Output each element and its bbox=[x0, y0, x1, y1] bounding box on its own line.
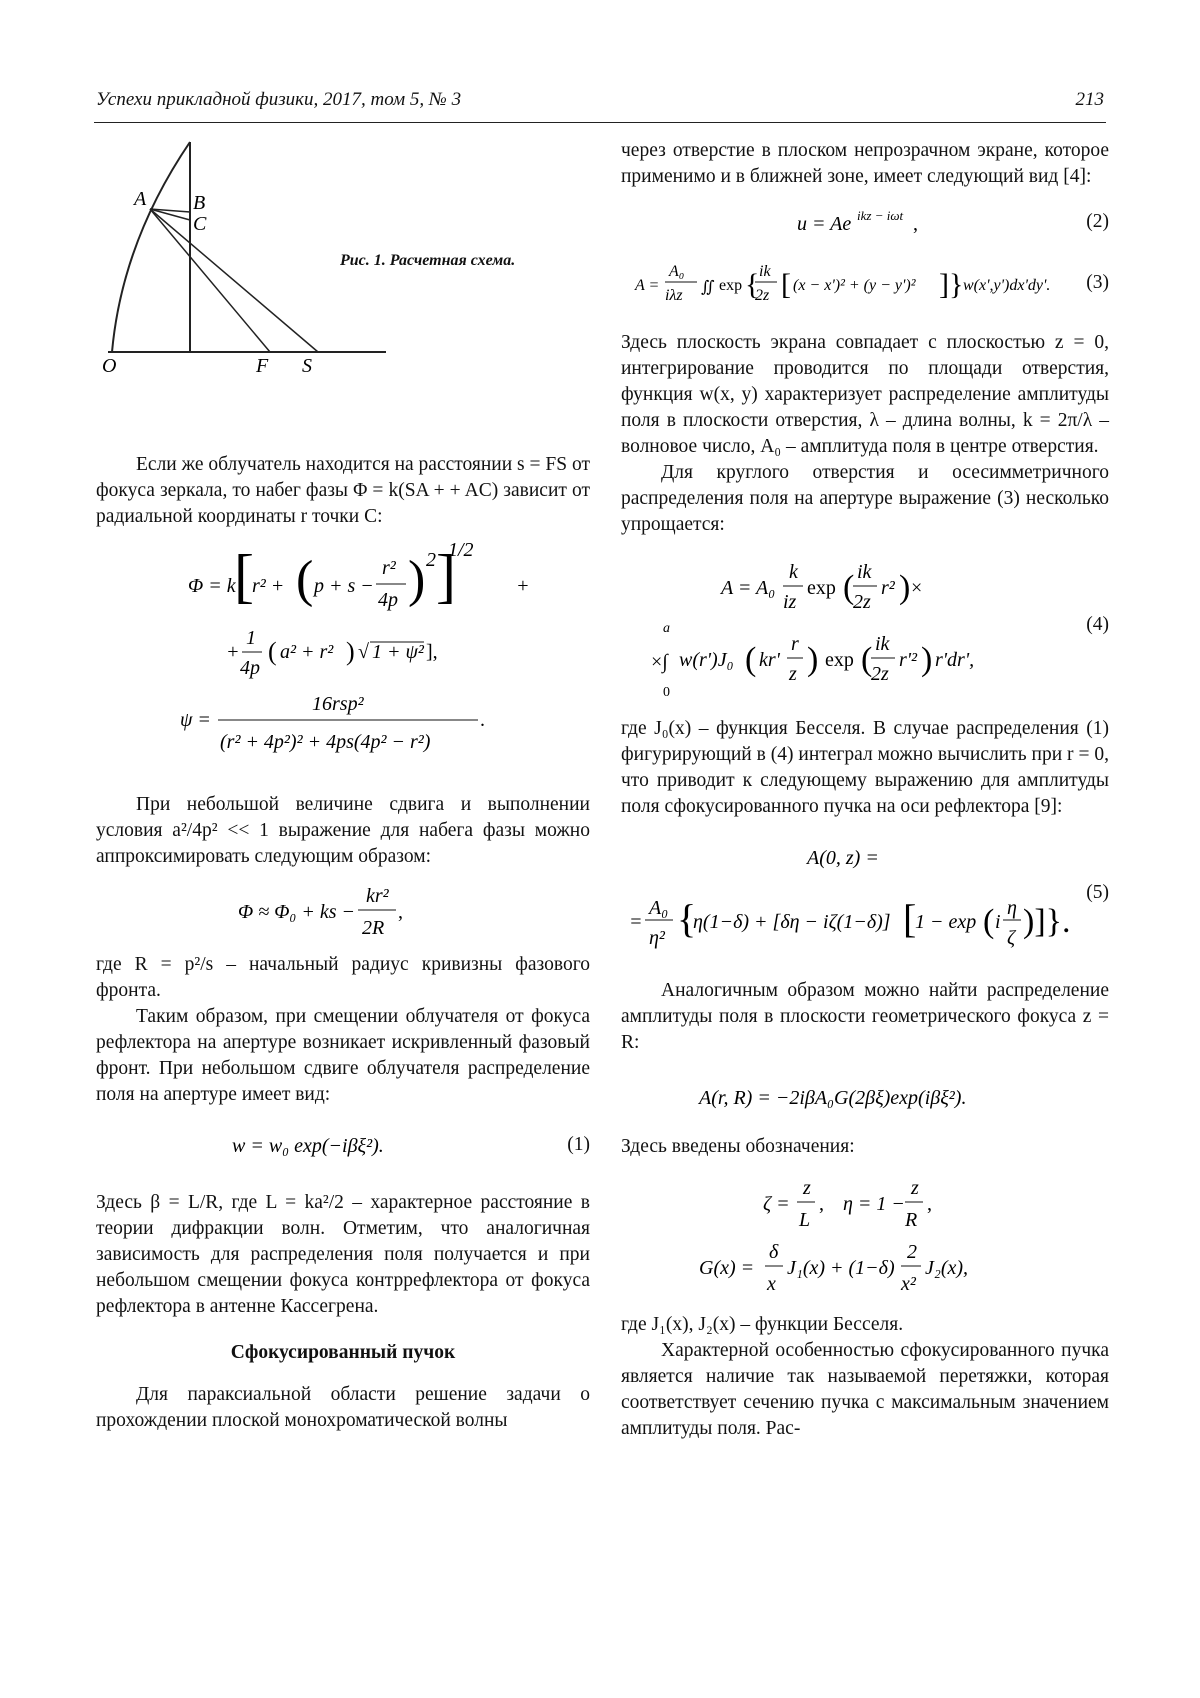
svg-text:(: ( bbox=[745, 641, 757, 678]
svg-text:J₁(x) + (1−δ): J₁(x) + (1−δ) bbox=[787, 1257, 895, 1279]
svg-text:Φ = k: Φ = k bbox=[188, 575, 236, 597]
svg-text:)]}.: )]}. bbox=[1023, 903, 1071, 940]
svg-text:(: ( bbox=[268, 637, 277, 666]
label-B: B bbox=[193, 192, 206, 214]
label-F: F bbox=[256, 355, 269, 377]
figure-diagram bbox=[96, 138, 590, 438]
svg-text:2: 2 bbox=[907, 1241, 917, 1263]
svg-text:a² + r²: a² + r² bbox=[280, 641, 334, 663]
svg-text:[: [ bbox=[781, 268, 791, 301]
label-C: C bbox=[193, 213, 207, 235]
equation-number: (5) bbox=[1086, 882, 1109, 903]
svg-text:A₀: A₀ bbox=[649, 897, 669, 919]
svg-text:z: z bbox=[911, 1177, 919, 1199]
svg-text:16rsp²: 16rsp² bbox=[312, 693, 364, 715]
svg-text:η(1−δ) + [δη − iζ(1−δ)]: η(1−δ) + [δη − iζ(1−δ)] bbox=[693, 911, 891, 933]
svg-text:x²: x² bbox=[901, 1273, 916, 1295]
svg-text:G(x) =: G(x) = bbox=[699, 1257, 755, 1279]
equation-number: (3) bbox=[1086, 272, 1109, 293]
figure-caption: Рис. 1. Расчетная схема. bbox=[340, 252, 516, 269]
equation-5 bbox=[621, 838, 1109, 968]
svg-text:r² +: r² + bbox=[252, 575, 285, 597]
equation-3-body bbox=[621, 252, 1061, 316]
equation-number: (4) bbox=[1086, 614, 1109, 635]
svg-text:4p: 4p bbox=[378, 589, 398, 611]
svg-text:z: z bbox=[789, 663, 797, 685]
svg-text:w = w₀ exp(−iβξ²).: w = w₀ exp(−iβξ²). bbox=[232, 1135, 384, 1157]
svg-text:i: i bbox=[995, 911, 1001, 933]
svg-text:]: ] bbox=[436, 543, 456, 609]
equation-3 bbox=[621, 252, 1109, 316]
svg-text:(: ( bbox=[296, 551, 314, 608]
svg-text:1/2: 1/2 bbox=[448, 539, 474, 561]
equation-4 bbox=[621, 550, 1109, 702]
svg-text:.: . bbox=[480, 709, 485, 731]
svg-text:A =: A = bbox=[635, 277, 660, 294]
equation-2-body bbox=[621, 200, 1041, 246]
svg-text:,: , bbox=[913, 213, 918, 235]
svg-text:ikz − iωt: ikz − iωt bbox=[857, 208, 904, 223]
svg-text:L: L bbox=[799, 1209, 811, 1231]
svg-text:r²: r² bbox=[881, 577, 895, 599]
svg-text:exp: exp bbox=[807, 577, 836, 599]
svg-text:R: R bbox=[905, 1209, 918, 1231]
running-header-title: Успехи прикладной физики, 2017, том 5, № 3 bbox=[96, 89, 462, 110]
svg-text:): ) bbox=[408, 551, 426, 608]
svg-text:[: [ bbox=[234, 543, 254, 609]
page-number: 213 bbox=[1075, 89, 1104, 110]
svg-text:r: r bbox=[791, 633, 799, 655]
svg-text:ik: ik bbox=[857, 561, 872, 583]
equation-number: (2) bbox=[1086, 211, 1109, 232]
left-column bbox=[96, 138, 590, 1434]
label-O: O bbox=[102, 355, 117, 377]
svg-text:x: x bbox=[767, 1273, 776, 1295]
svg-text:Φ ≈ Φ₀ + ks −: Φ ≈ Φ₀ + ks − bbox=[238, 901, 356, 923]
paragraph: через отверстие в плоском непрозрачном экране, которое применимо и в ближней зоне, имеет следующий вид [4]: bbox=[621, 140, 1109, 187]
svg-text:,: , bbox=[927, 1193, 932, 1215]
equation-1-body bbox=[96, 1118, 516, 1174]
svg-text:kr': kr' bbox=[759, 649, 780, 671]
svg-text:+: + bbox=[226, 641, 240, 663]
equation-phi bbox=[96, 540, 590, 780]
svg-text:(r² + 4p²)² + 4ps(4p² − r²): (r² + 4p²)² + 4ps(4p² − r²) bbox=[220, 731, 431, 753]
svg-text:(: ( bbox=[843, 569, 855, 606]
paragraph: Характерной особенностью сфокусированного пучка является наличие так называемой перетяжки, которая соответствует сечению пучка с максимальным значением амплитуды поля. Рас- bbox=[621, 1340, 1109, 1439]
svg-text:exp: exp bbox=[719, 277, 743, 294]
svg-text:∬: ∬ bbox=[701, 279, 715, 296]
svg-text:(: ( bbox=[983, 903, 995, 940]
svg-text:p + s −: p + s − bbox=[314, 575, 374, 597]
paragraph: Для параксиальной области решение задачи о прохождении плоской монохроматической волны bbox=[96, 1384, 590, 1431]
paragraph: Для круглого отверстия и осесимметричного распределения поля на апертуре выражение (3) несколько упрощается: bbox=[621, 462, 1109, 535]
svg-text:iz: iz bbox=[783, 591, 797, 613]
equation-focus-plane bbox=[621, 1068, 1109, 1128]
paragraph: Если же облучатель находится на расстоянии s = FS от фокуса зеркала, то набег фазы Φ = k(SA + + AC) зависит от радиальной координаты r точки C: bbox=[96, 454, 590, 527]
svg-text:]}: ]} bbox=[939, 268, 964, 301]
svg-text:{: { bbox=[745, 268, 760, 301]
svg-text:],: ], bbox=[426, 641, 438, 663]
equation-phi-approx bbox=[96, 880, 590, 944]
svg-text:exp: exp bbox=[825, 649, 854, 671]
svg-text:(x − x')² + (y − y')²: (x − x')² + (y − y')² bbox=[793, 277, 916, 294]
svg-text:A(0, z) =: A(0, z) = bbox=[807, 847, 879, 869]
svg-text:u = Ae: u = Ae bbox=[797, 213, 852, 235]
svg-text:a: a bbox=[663, 621, 670, 636]
svg-text:1: 1 bbox=[246, 627, 256, 649]
paragraph: где J₁(x), J₂(x) – функции Бесселя. bbox=[621, 1314, 904, 1335]
right-column bbox=[621, 138, 1109, 1442]
svg-text:r²: r² bbox=[382, 557, 396, 579]
svg-text:2z: 2z bbox=[871, 663, 889, 685]
header-rule bbox=[94, 122, 1106, 123]
svg-text:δ: δ bbox=[769, 1241, 779, 1263]
equation-4-body bbox=[621, 550, 1061, 702]
svg-text:2: 2 bbox=[426, 549, 436, 571]
svg-text:=: = bbox=[629, 911, 643, 933]
svg-text:ζ: ζ bbox=[1007, 927, 1016, 949]
svg-text:): ) bbox=[807, 641, 819, 678]
svg-text:): ) bbox=[899, 569, 911, 606]
svg-text:J₂(x),: J₂(x), bbox=[925, 1257, 969, 1279]
label-A: A bbox=[134, 188, 147, 210]
svg-text:×: × bbox=[911, 577, 923, 599]
svg-text:iλz: iλz bbox=[665, 287, 683, 304]
paragraph: Здесь β = L/R, где L = ka²/2 – характерное расстояние в теории дифракции волн. Отметим, что аналогичная зависимость для распределения поля получается и при небольшом смещении фокуса контррефлектора от фокуса рефлектора в антенне Кассегрена. bbox=[96, 1192, 590, 1317]
svg-text:+: + bbox=[516, 575, 530, 597]
svg-text:4p: 4p bbox=[240, 657, 260, 679]
label-S: S bbox=[302, 355, 312, 377]
svg-text:0: 0 bbox=[663, 685, 670, 700]
svg-text:η = 1 −: η = 1 − bbox=[843, 1193, 905, 1215]
svg-text:ik: ik bbox=[759, 263, 771, 280]
section-heading: Сфокусированный пучок bbox=[230, 1342, 456, 1363]
paragraph: где J₀(x) – функция Бесселя. В случае распределения (1) фигурирующий в (4) интеграл можно вычислить при r = 0, что приводит к следующему выражению для амплитуды поля сфокусированного пучка на оси рефлектора [9]: bbox=[621, 718, 1109, 817]
paragraph: Здесь плоскость экрана совпадает с плоскостью z = 0, интегрирование проводится по площади отверстия, функция w(x, y) характеризует распределение амплитуды поля в плоскости отверстия, λ – длина волны, k = 2π/λ – волновое число, A₀ – амплитуда поля в центре отверстия. bbox=[621, 332, 1109, 457]
svg-text:√: √ bbox=[358, 641, 369, 663]
svg-text:k: k bbox=[789, 561, 798, 583]
svg-text:w(x',y')dx'dy'.: w(x',y')dx'dy'. bbox=[963, 277, 1051, 294]
svg-text:1 + ψ²: 1 + ψ² bbox=[372, 641, 424, 663]
svg-text:): ) bbox=[921, 641, 933, 678]
svg-text:A₀: A₀ bbox=[669, 263, 685, 280]
svg-text:(: ( bbox=[861, 641, 873, 678]
svg-text:r'²: r'² bbox=[899, 649, 918, 671]
figure-1 bbox=[96, 138, 590, 438]
equation-1 bbox=[96, 1118, 590, 1174]
svg-text:2z: 2z bbox=[853, 591, 871, 613]
svg-text:{: { bbox=[677, 896, 697, 941]
svg-text:[: [ bbox=[903, 896, 917, 941]
svg-text:): ) bbox=[346, 637, 355, 666]
svg-text:ψ =: ψ = bbox=[180, 709, 211, 731]
svg-text:η²: η² bbox=[649, 927, 665, 949]
svg-text:A = A₀: A = A₀ bbox=[721, 577, 776, 599]
equation-2 bbox=[621, 200, 1109, 246]
svg-text:kr²: kr² bbox=[366, 885, 389, 907]
equation-5-body bbox=[621, 838, 1071, 968]
paragraph: При небольшой величине сдвига и выполнении условия a²/4p² << 1 выражение для набега фазы можно аппроксимировать следующим образом: bbox=[96, 794, 590, 867]
paragraph: Здесь введены обозначения: bbox=[621, 1136, 855, 1157]
svg-text:2z: 2z bbox=[755, 287, 770, 304]
equation-number: (1) bbox=[567, 1134, 590, 1155]
svg-text:,: , bbox=[398, 901, 403, 923]
paragraph: Аналогичным образом можно найти распределение амплитуды поля в плоскости геометрического фокуса z = R: bbox=[621, 980, 1109, 1053]
svg-text:1 − exp: 1 − exp bbox=[915, 911, 977, 933]
svg-text:w(r')J₀: w(r')J₀ bbox=[679, 649, 734, 671]
svg-text:r'dr',: r'dr', bbox=[935, 649, 975, 671]
svg-text:A(r, R) = −2iβA₀G(2βξ)exp(iβξ²: A(r, R) = −2iβA₀G(2βξ)exp(iβξ²). bbox=[699, 1087, 967, 1109]
svg-text:2R: 2R bbox=[362, 917, 385, 939]
svg-text:×∫: ×∫ bbox=[651, 651, 668, 673]
svg-text:ik: ik bbox=[875, 633, 890, 655]
paragraph: где R = p²/s – начальный радиус кривизны фазового фронта. bbox=[96, 954, 590, 1001]
svg-text:,: , bbox=[819, 1193, 824, 1215]
paragraph: Таким образом, при смещении облучателя от фокуса рефлектора на апертуре возникает искривленный фазовый фронт. При небольшом сдвиге облучателя распределение поля на апертуре имеет вид: bbox=[96, 1006, 590, 1105]
svg-text:z: z bbox=[803, 1177, 811, 1199]
equation-notations bbox=[621, 1172, 1109, 1302]
svg-text:ζ =: ζ = bbox=[763, 1193, 790, 1215]
svg-text:η: η bbox=[1007, 897, 1017, 919]
